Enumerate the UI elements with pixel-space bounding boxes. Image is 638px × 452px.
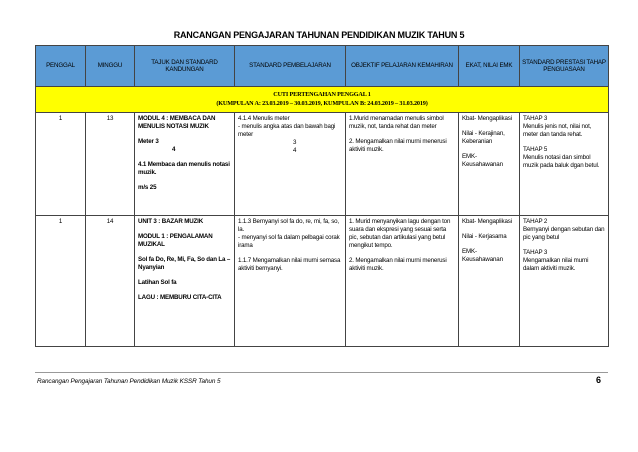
ekat-kbat: Kbat- Mengaplikasi xyxy=(462,115,512,122)
prestasi-desc-b: Menulis notasi dan simbol muzik pada baluk dgan betul. xyxy=(523,154,600,169)
header-ekat: EKAT, NILAI EMK xyxy=(459,46,520,87)
prestasi-tahap-a: TAHAP 2 xyxy=(523,218,548,225)
cell-penggal: 1 xyxy=(36,113,86,216)
tajuk-meter-bottom: 4 xyxy=(172,146,176,153)
tajuk-meter: Meter 3 xyxy=(138,138,159,145)
cell-objektif xyxy=(346,216,459,347)
cell-tajuk xyxy=(135,113,235,216)
header-minggu: MINGGU xyxy=(86,46,135,87)
lesson-plan-table xyxy=(35,45,609,347)
table-header-row xyxy=(36,46,609,87)
page-number: 6 xyxy=(596,375,602,385)
tajuk-unit: UNIT 3 : BAZAR MUZIK xyxy=(138,218,204,225)
cell-standard-pembelajaran xyxy=(235,113,346,216)
tajuk-modul: MODUL 4 : MEMBACA DAN MENULIS NOTASI MUZIK xyxy=(138,115,216,130)
objektif-2: 2. Mengamalkan nilai murni menerusi aktiviti muzik. xyxy=(349,257,447,272)
table-row xyxy=(36,216,609,347)
prestasi-tahap-b: TAHAP 3 xyxy=(523,249,548,256)
ekat-emk: EMK- Keusahawanan xyxy=(462,248,503,263)
footer-divider xyxy=(35,372,608,373)
header-standard-pembelajaran: STANDARD PEMBELAJARAN xyxy=(235,46,346,87)
sp-detail: - menyanyi sol fa dalam pelbagai corak irama xyxy=(238,234,340,249)
cell-standard-prestasi xyxy=(520,216,609,347)
sp-meter-bottom: 4 xyxy=(293,147,297,154)
header-penggal: PENGGAL xyxy=(36,46,86,87)
tajuk-modul: MODUL 1 : PENGALAMAN MUZIKAL xyxy=(138,233,213,248)
tajuk-standard: 4.1 Membaca dan menulis notasi muzik. xyxy=(138,161,230,176)
sp-item: 1.1.3 Bernyanyi sol fa do, re, mi, fa, so, la. xyxy=(238,218,340,233)
prestasi-desc-a: Bernyanyi dengan sebutan dan pic yang betul xyxy=(523,226,605,241)
cell-objektif xyxy=(346,113,459,216)
tajuk-page: m/s 25 xyxy=(138,184,157,191)
cell-standard-pembelajaran xyxy=(235,216,346,347)
header-tajuk: TAJUK DAN STANDARD KANDUNGAN xyxy=(135,46,235,87)
tajuk-latihan: Latihan Sol fa xyxy=(138,279,177,286)
footer-text: Rancangan Pengajaran Tahunan Pendidikan Muzik KSSR Tahun 5 xyxy=(37,378,221,385)
cell-tajuk xyxy=(135,216,235,347)
header-standard-prestasi: STANDARD PRESTASI TAHAP PENGUASAAN xyxy=(520,46,609,87)
ekat-nilai: Nilai - Kerajinan, Keberanian xyxy=(462,130,505,145)
cuti-cell xyxy=(36,87,609,113)
sp-detail: - menulis angka atas dan bawah bagi meter xyxy=(238,123,336,138)
prestasi-tahap-b: TAHAP 5 xyxy=(523,146,548,153)
prestasi-tahap-a: TAHAP 3 xyxy=(523,115,548,122)
table-row xyxy=(36,113,609,216)
cuti-title: CUTI PERTENGAHAN PENGGAL 1 xyxy=(273,91,371,98)
prestasi-desc-a: Menulis jenis not, nilai not, meter dan tanda rehat. xyxy=(523,123,592,138)
tajuk-lagu: LAGU : MEMBURU CITA-CITA xyxy=(138,294,222,301)
cell-penggal: 1 xyxy=(36,216,86,347)
sp-item: 4.1.4 Menulis meter xyxy=(238,115,290,122)
tajuk-solfa: Sol fa Do, Re, Mi, Fa, So dan La – Nyanyian xyxy=(138,256,231,271)
cell-minggu: 13 xyxy=(86,113,135,216)
objektif-2: 2. Mengamalkan nilai murni menerusi aktiviti muzik. xyxy=(349,138,447,153)
ekat-emk: EMK- Keusahawanan xyxy=(462,153,503,168)
cuti-dates: (KUMPULAN A: 23.03.2019 – 30.03.2019, KUMPULAN B: 24.03.2019 – 31.03.2019) xyxy=(216,99,428,107)
sp-meter-top: 3 xyxy=(293,139,297,146)
cuti-row xyxy=(36,87,609,113)
document-title: RANCANGAN PENGAJARAN TAHUNAN PENDIDIKAN MUZIK TAHUN 5 xyxy=(173,30,465,40)
ekat-kbat: Kbat- Mengaplikasi xyxy=(462,218,512,225)
prestasi-desc-b: Mengamalkan nilai murni dalam aktiviti muzik. xyxy=(523,257,589,272)
cell-ekat xyxy=(459,113,520,216)
cell-minggu: 14 xyxy=(86,216,135,347)
ekat-nilai: Nilai - Kerjasama xyxy=(462,233,507,240)
sp-item-2: 1.1.7 Mengamalkan nilai murni semasa aktiviti bernyanyi. xyxy=(238,257,341,272)
cell-standard-prestasi xyxy=(520,113,609,216)
objektif-1: 1.Murid menamadan menulis simbol muzik, not, tanda rehat dan meter xyxy=(349,115,444,130)
cell-ekat xyxy=(459,216,520,347)
header-objektif: OBJEKTIF PELAJARAN KEMAHIRAN xyxy=(346,46,459,87)
objektif-1: 1. Murid menyanyikan lagu dengan ton suara dan ekspresi yang sesuai serta pic, sebutan dan artikulasi yang betul mengikut tempo. xyxy=(349,218,451,249)
